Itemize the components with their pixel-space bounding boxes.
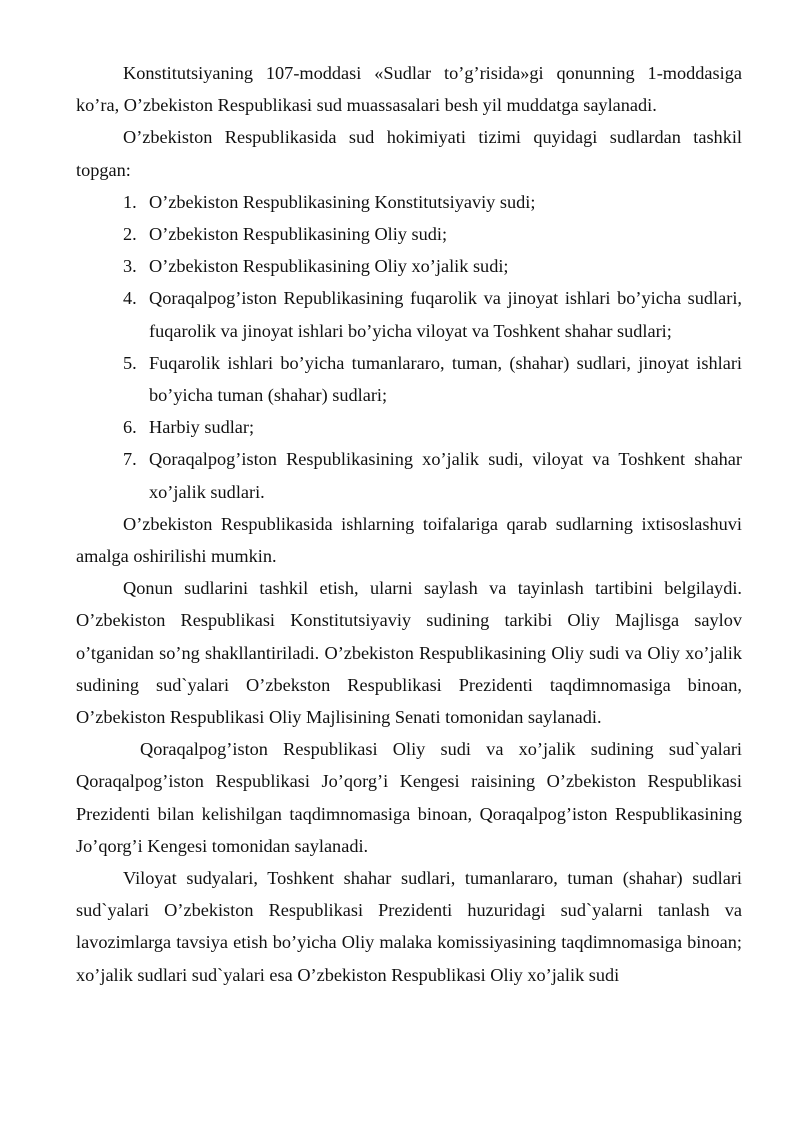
paragraph-election-order: Qonun sudlarini tashkil etish, ularni saylash va tayinlash tartibini belgilaydi. O’zbekiston Respublikasi Konstitutsiyaviy sudining tarkibi Oliy Majlisga saylov o’tganidan so’ng shakllantiriladi. O’zbekiston Respublikasining Oliy sudi va Oliy xo’jalik sudining sud`yalari O’zbekston Respublikasi Prezidenti taqdimnomasiga binoan, O’zbekiston Respublikasi Oliy Majlisining Senati tomonidan saylanadi. xyxy=(76,578,742,728)
list-text: O’zbekiston Respublikasining Oliy sudi; xyxy=(149,224,448,245)
list-item xyxy=(123,282,742,346)
list-text: O’zbekiston Respublikasining Konstitutsiyaviy sudi; xyxy=(149,191,536,212)
list-number: 4. xyxy=(123,288,137,309)
document-page xyxy=(76,57,742,991)
paragraph-regional-judges: Viloyat sudyalari, Toshkent shahar sudlari, tumanlararo, tuman (shahar) sudlari sud`yalari O’zbekiston Respublikasi Prezidenti huzuridagi sud`yalarni tanlash va lavozimlarga tavsiya etish bo’yicha Oliy malaka komissiyasining taqdimnomasiga binoan; xo’jalik sudlari sud`yalari esa O’zbekiston Respublikasi Oliy xo’jalik sudi xyxy=(76,868,742,985)
paragraph-court-system: O’zbekiston Respublikasida sud hokimiyati tizimi quyidagi sudlardan tashkil topgan: xyxy=(76,127,742,180)
list-number: 3. xyxy=(123,256,137,277)
paragraph-intro: Konstitutsiyaning 107-moddasi «Sudlar to’g’risida»gi qonunning 1-moddasiga ko’ra, O’zbekiston Respublikasi sud muassasalari besh yil muddatga saylanadi. xyxy=(76,63,742,116)
paragraph-specialization: O’zbekiston Respublikasida ishlarning toifalariga qarab sudlarning ixtisoslashuvi amalga oshirilishi mumkin. xyxy=(76,513,742,567)
list-text: Qoraqalpog’iston Respublikasining xo’jalik sudi, viloyat va Toshkent shahar xo’jalik sudlari. xyxy=(149,449,742,502)
list-item xyxy=(123,250,742,282)
list-number: 1. xyxy=(123,191,137,212)
list-item xyxy=(123,443,742,507)
list-text: Harbiy sudlar; xyxy=(149,417,255,438)
list-item xyxy=(123,347,742,411)
list-number: 2. xyxy=(123,224,137,245)
court-list xyxy=(76,186,742,508)
list-item xyxy=(123,218,742,250)
list-item xyxy=(123,411,742,443)
list-number: 5. xyxy=(123,352,137,373)
list-text: Qoraqalpog’iston Republikasining fuqarolik va jinoyat ishlari bo’yicha sudlari, fuqarolik va jinoyat ishlari bo’yicha viloyat va Toshkent shahar sudlari; xyxy=(149,288,742,341)
list-text: O’zbekiston Respublikasining Oliy xo’jalik sudi; xyxy=(149,256,509,277)
list-number: 7. xyxy=(123,449,137,470)
paragraph-karakalpakstan: Qoraqalpog’iston Respublikasi Oliy sudi va xo’jalik sudining sud`yalari Qoraqalpog’iston Respublikasi Jo’qorg’i Kengesi raisining O’zbekiston Respublikasi Prezidenti bilan kelishilgan taqdimnomasiga binoan, Qoraqalpog’iston Respublikasining Jo’qorg’i Kengesi tomonidan saylanadi. xyxy=(76,739,742,856)
list-number: 6. xyxy=(123,417,137,438)
list-item xyxy=(123,186,742,218)
list-text: Fuqarolik ishlari bo’yicha tumanlararo, tuman, (shahar) sudlari, jinoyat ishlari bo’yicha tuman (shahar) sudlari; xyxy=(149,352,742,406)
